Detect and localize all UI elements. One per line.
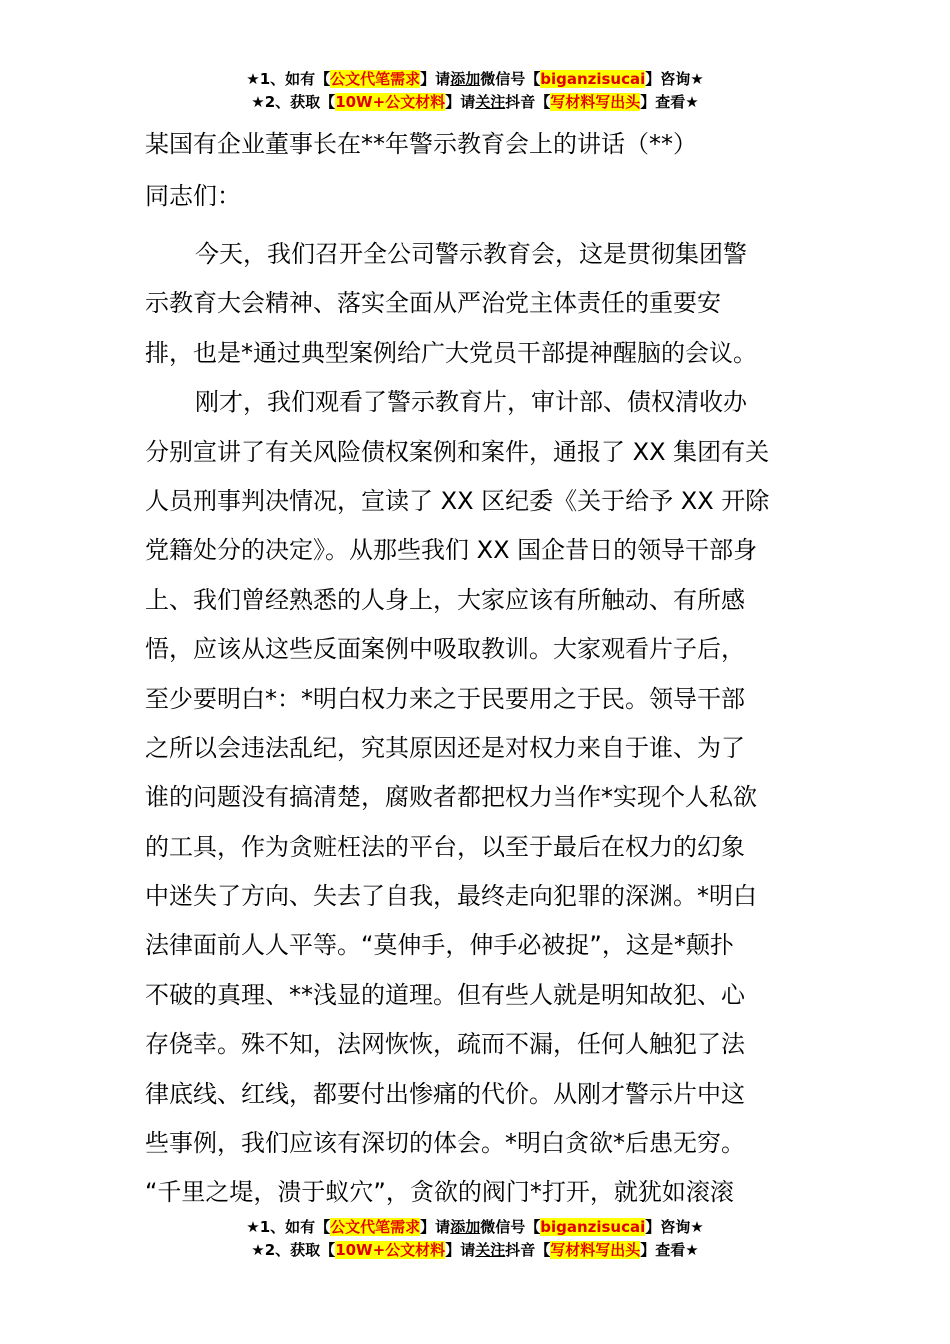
text-line: 谁的问题没有搞清楚，腐败者都把权力当作*实现个人私欲 [145,783,757,812]
body-text [145,230,810,1218]
text-line: 中迷失了方向、失去了自我，最终走向犯罪的深渊。*明白 [145,882,757,911]
promo-line-1: ★1、如有【公文代笔需求】请添加微信号【biganzisucai】咨询★ [246,70,704,88]
highlight-materials: 10W+公文材料 [335,93,446,111]
document-title: 某国有企业董事长在**年警示教育会上的讲话（**） [145,130,697,158]
text-line: 刚才，我们观看了警示教育片，审计部、债权清收办 [195,388,747,417]
document-body [145,128,810,1218]
highlight-douyin: 写材料写出头 [550,1241,641,1259]
highlight-materials: 10W+公文材料 [335,1241,446,1259]
highlight-service: 公文代笔需求 [330,1218,421,1236]
text-line: 的工具，作为贪赃枉法的平台，以至于最后在权力的幻象 [145,832,745,861]
text-line: 些事例，我们应该有深切的体会。*明白贪欲*后患无穷。 [145,1129,745,1158]
promo-banner-bottom [0,1216,950,1262]
text-line: 律底线、红线，都要付出惨痛的代价。从刚才警示片中这 [145,1079,745,1108]
text-line: 人员刑事判决情况，宣读了 XX 区纪委《关于给予 XX 开除 [145,486,770,515]
promo-line-1: ★1、如有【公文代笔需求】请添加微信号【biganzisucai】咨询★ [246,1218,704,1236]
highlight-service: 公文代笔需求 [330,70,421,88]
text-line: 示教育大会精神、落实全面从严治党主体责任的重要安 [145,289,721,318]
text-line: 法律面前人人平等。“莫伸手，伸手必被捉”，这是*颠扑 [145,931,734,960]
text-line: 分别宣讲了有关风险债权案例和案件，通报了 XX 集团有关 [145,437,770,466]
text-line: “千里之堤，溃于蚁穴”，贪欲的阀门*打开，就犹如滚滚 [145,1178,734,1207]
text-line: 上、我们曾经熟悉的人身上，大家应该有所触动、有所感 [145,585,745,614]
highlight-douyin: 写材料写出头 [550,93,641,111]
highlight-wechat-id: biganzisucai [540,1218,646,1236]
text-line: 今天，我们召开全公司警示教育会，这是贯彻集团警 [195,240,747,268]
promo-banner-top [0,68,950,114]
text-line: 排，也是*通过典型案例给广大党员干部提神醒脑的会议。 [145,338,757,367]
text-line: 党籍处分的决定》。从那些我们 XX 国企昔日的领导干部身 [145,536,758,565]
text-line: 悟，应该从这些反面案例中吸取教训。大家观看片子后， [145,635,745,664]
text-line: 不破的真理、**浅显的道理。但有些人就是明知故犯、心 [145,980,745,1009]
highlight-wechat-id: biganzisucai [540,70,646,88]
promo-line-2: ★2、获取【10W+公文材料】请关注抖音【写材料写出头】查看★ [251,93,699,111]
text-line: 之所以会违法乱纪，究其原因还是对权力来自于谁、为了 [145,733,745,762]
salutation: 同志们： [145,182,241,210]
text-line: 至少要明白*：*明白权力来之于民要用之于民。领导干部 [145,684,745,713]
promo-line-2: ★2、获取【10W+公文材料】请关注抖音【写材料写出头】查看★ [251,1241,699,1259]
text-line: 存侥幸。殊不知，法网恢恢，疏而不漏，任何人触犯了法 [145,1030,745,1059]
